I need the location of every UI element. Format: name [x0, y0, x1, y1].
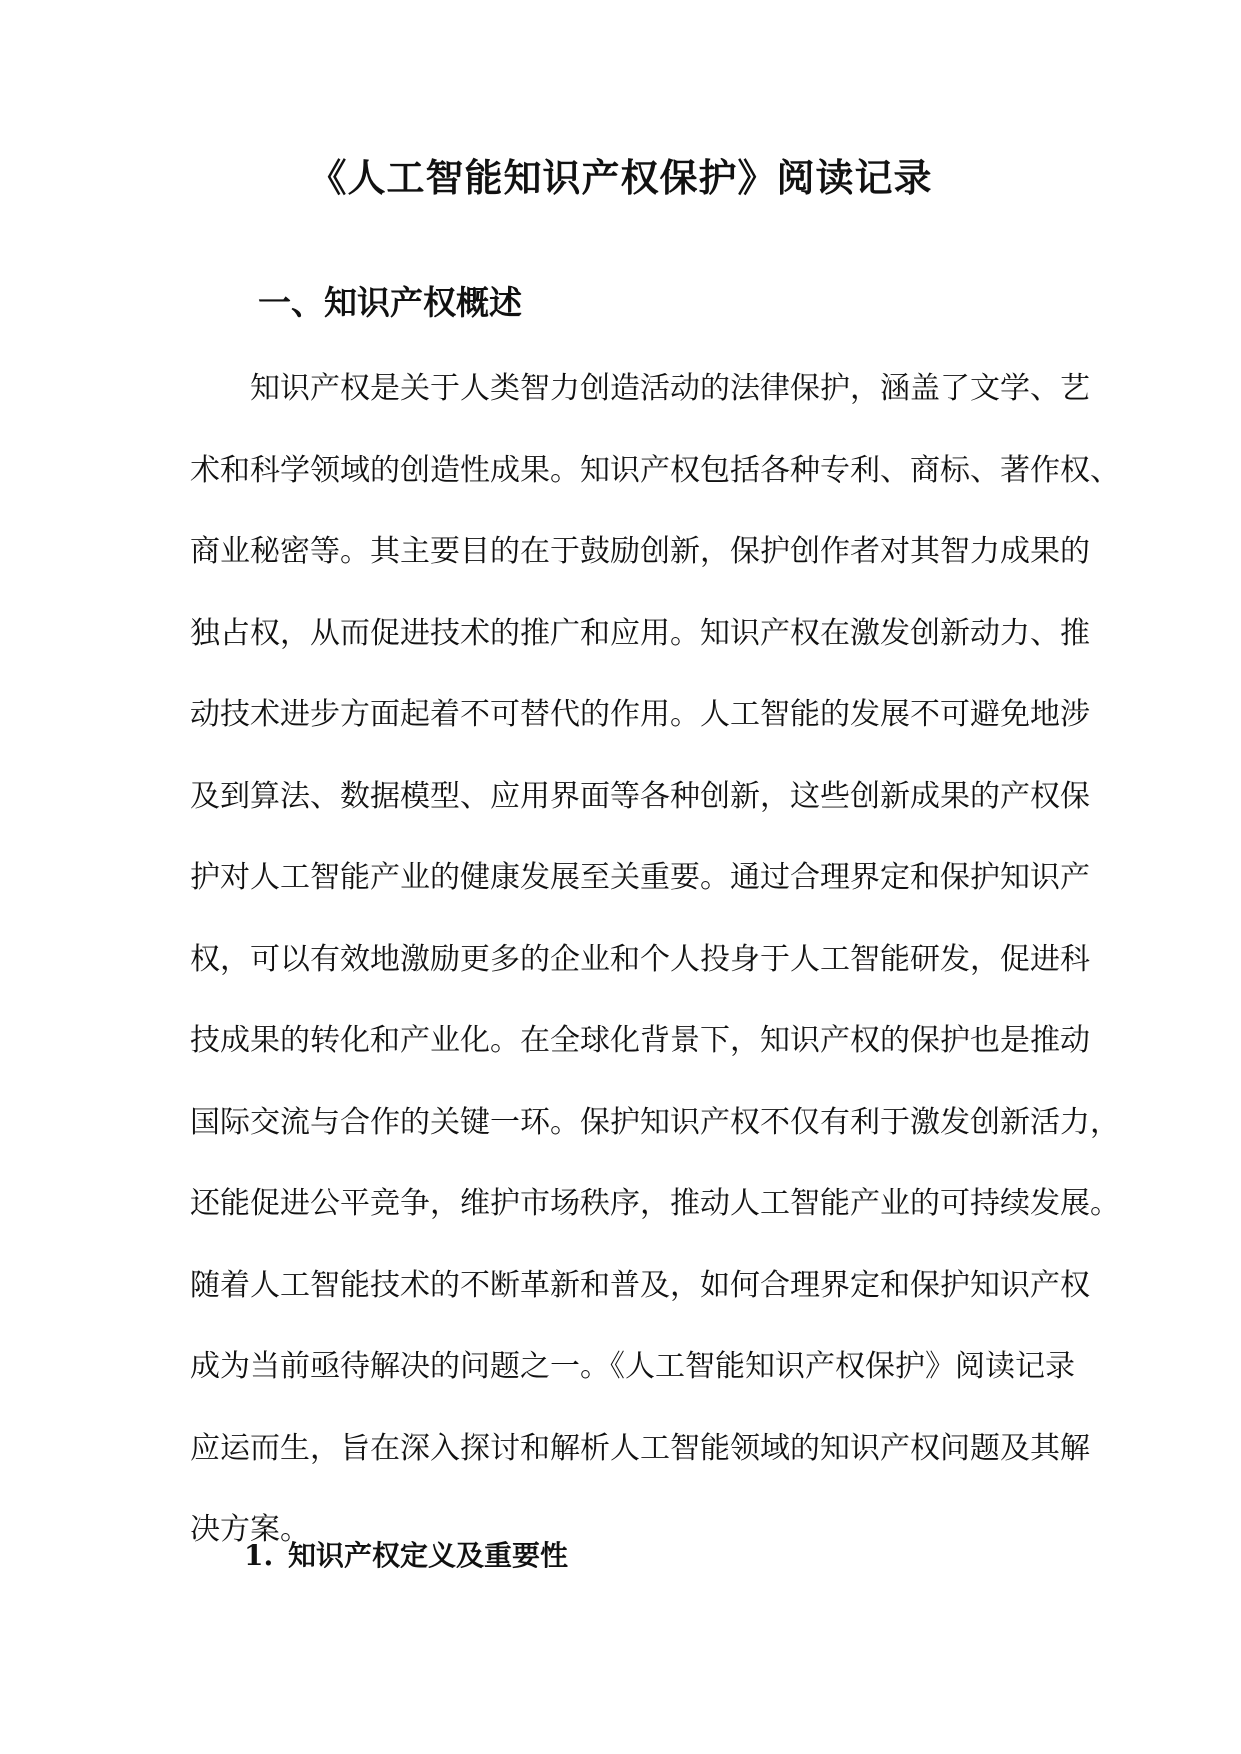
paragraph-line: 还能促进公平竞争，维护市场秩序，推动人工智能产业的可持续发展。 — [190, 1186, 1120, 1221]
paragraph-line: 国际交流与合作的关键一环。保护知识产权不仅有利于激发创新活力， — [190, 1104, 1120, 1140]
paragraph-line: 应运而生，旨在深入探讨和解析人工智能领域的知识产权问题及其解 — [190, 1430, 1090, 1466]
paragraph-line: 独占权，从而促进技术的推广和应用。知识产权在激发创新动力、推 — [190, 615, 1090, 651]
paragraph-line: 决方案。 — [190, 1512, 310, 1547]
paragraph-line: 及到算法、数据模型、应用界面等各种创新，这些创新成果的产权保 — [190, 778, 1090, 814]
paragraph-line: 随着人工智能技术的不断革新和普及，如何合理界定和保护知识产权 — [190, 1267, 1090, 1303]
paragraph-line: 术和科学领域的创造性成果。知识产权包括各种专利、商标、著作权、 — [190, 452, 1120, 488]
paragraph-line: 商业秘密等。其主要目的在于鼓励创新，保护创作者对其智力成果的 — [190, 534, 1090, 569]
sub-heading — [244, 1532, 568, 1580]
paragraph-line: 知识产权是关于人类智力创造活动的法律保护，涵盖了文学、艺 — [250, 371, 1090, 406]
paragraph-line: 成为当前亟待解决的问题之一。《人工智能知识产权保护》阅读记录 — [190, 1349, 1075, 1384]
sub-heading-number: 1. — [244, 1539, 274, 1572]
body-paragraph — [190, 362, 1120, 1585]
paragraph-line: 护对人工智能产业的健康发展至关重要。通过合理界定和保护知识产 — [190, 860, 1090, 895]
sub-heading-text: 知识产权定义及重要性 — [288, 1539, 569, 1572]
paragraph-line: 技成果的转化和产业化。在全球化背景下，知识产权的保护也是推动 — [190, 1023, 1090, 1058]
section-heading: 一、知识产权概述 — [258, 283, 522, 322]
paragraph-line: 权，可以有效地激励更多的企业和个人投身于人工智能研发，促进科 — [190, 941, 1090, 977]
paragraph-line: 动技术进步方面起着不可替代的作用。人工智能的发展不可避免地涉 — [190, 697, 1090, 732]
document-title: 《人工智能知识产权保护》阅读记录 — [308, 155, 933, 200]
